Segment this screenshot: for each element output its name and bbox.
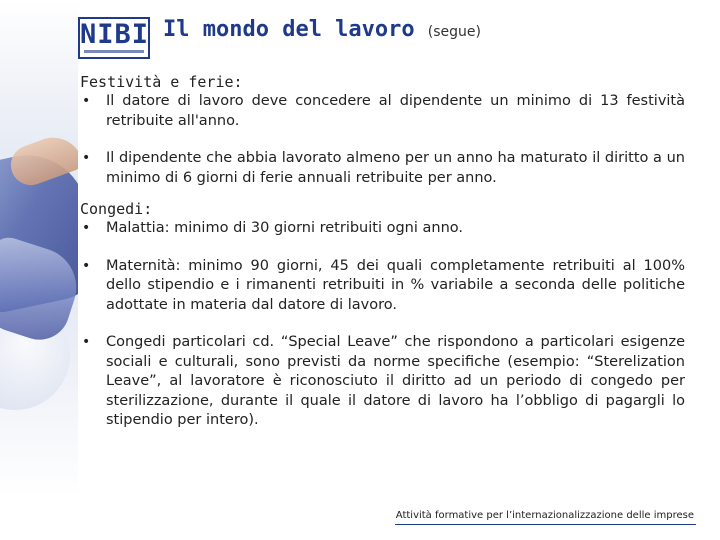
list-item-text: Il dipendente che abbia lavorato almeno per un anno ha maturato il diritto a un minimo di 6 giorni di ferie annuali retribuite per anno. [106,150,685,186]
bullet-icon: • [82,150,91,166]
bullet-icon: • [82,257,91,274]
list-item-text: Il datore di lavoro deve concedere al dipendente un minimo di 13 festività retribuite all'anno. [106,93,685,129]
slide-content [80,73,685,449]
decorative-side-image [0,0,78,540]
page-title: Il mondo del lavoro [163,17,415,42]
nibi-logo [78,17,150,59]
list-item-text: Malattia: minimo di 30 giorni retribuiti ogni anno. [106,220,463,236]
section-heading-festivita: Festività e ferie: [80,73,243,91]
list-item [80,257,685,316]
footer-text: Attività formative per l’internazionalizzazione delle imprese [395,510,694,521]
list-item-text: Congedi particolari cd. “Special Leave” che rispondono a particolari esigenze sociali e culturali, sono previsti da norme specifiche (esempio: “Sterelization Leave”, al lavoratore è riconosciuto il diritto ad un periodo di congedo per sterilizzazione, durante il quale il datore di lavoro ha l’obbligo di pagargli lo stipendio per intero). [106,334,685,428]
list-item [80,333,685,431]
page-subtitle: (segue) [427,24,481,40]
logo-text: NIBI [80,19,150,50]
bullet-icon: • [82,334,91,350]
logo-tagline-bar [84,50,144,53]
list-item [80,149,685,188]
bullet-icon: • [82,220,91,236]
section-heading-congedi: Congedi: [80,200,153,218]
bullet-list-festivita [80,92,685,188]
bullet-icon: • [82,93,91,109]
footer-divider [395,524,696,525]
list-item [80,219,685,239]
slide-header [163,17,481,42]
list-item [80,92,685,131]
list-item-text: Maternità: minimo 90 giorni, 45 dei quali completamente retribuiti al 100% dello stipendio e i rimanenti retribuiti in % variabile a seconda delle politiche adottate in materia dal datore di lavoro. [106,257,685,313]
bullet-list-congedi [80,219,685,431]
